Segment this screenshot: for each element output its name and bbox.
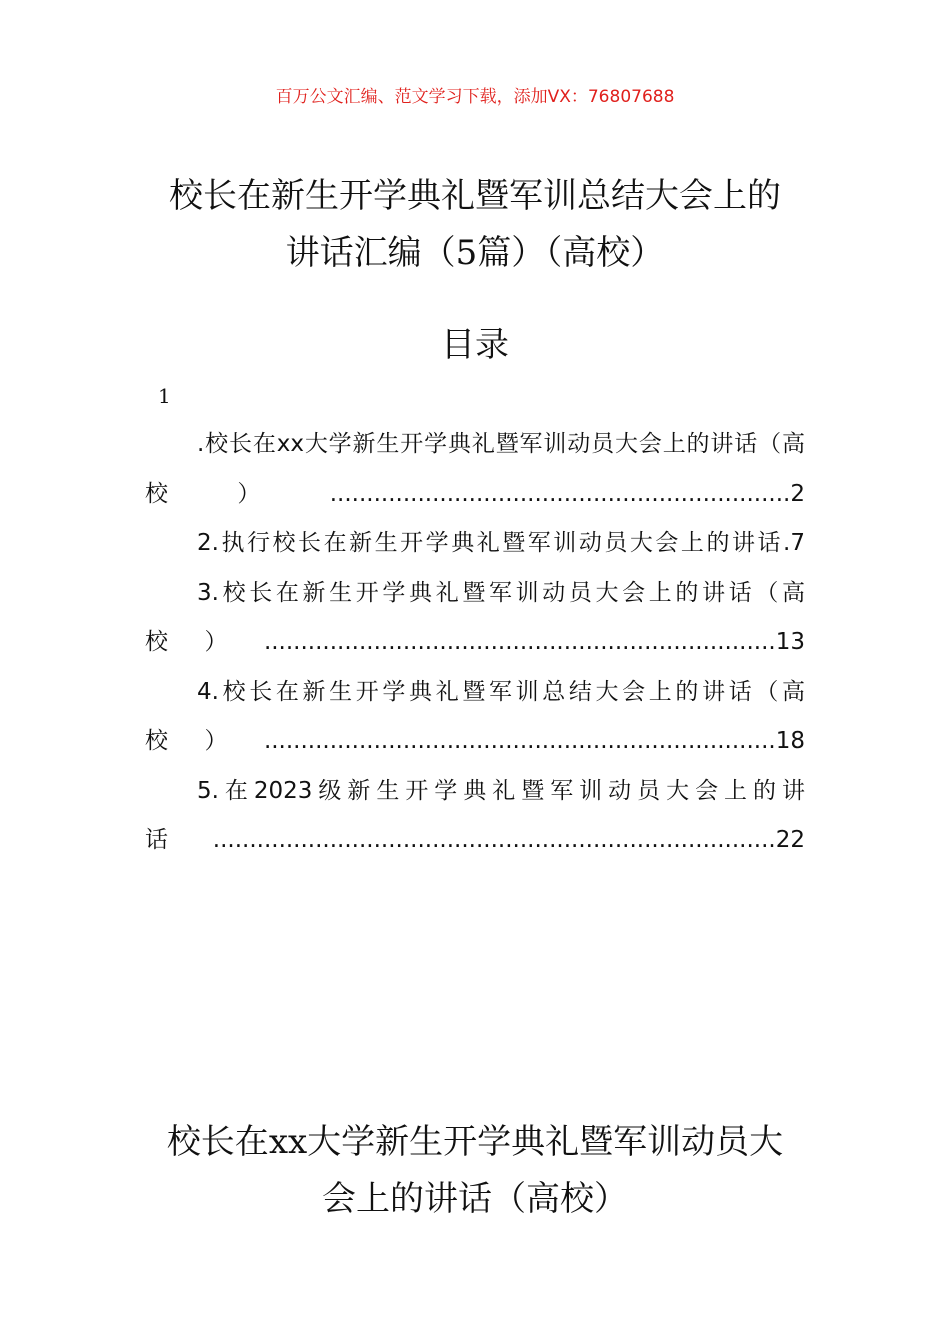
toc-entry-4-leader: ...................................................................... — [263, 728, 776, 754]
toc-entry-1-page: 2 — [790, 480, 805, 507]
section-title-line2: 会上的讲话（高校） — [322, 1179, 628, 1219]
toc-entry-3-page: 13 — [775, 629, 805, 655]
toc-entry-5-text: 5.在2023级新生开学典礼暨军训动员大会上的讲话 — [145, 777, 805, 853]
document-title-line2-number: 5 — [455, 233, 478, 273]
document-title-line2-suffix: 篇）（高校） — [477, 233, 665, 273]
document-title — [120, 168, 830, 282]
document-title-line1: 校长在新生开学典礼暨军训总结大会上的 — [169, 176, 781, 216]
toc-entry-4-page: 18 — [775, 728, 805, 754]
table-of-contents — [145, 420, 805, 866]
toc-entry-5-page: 22 — [775, 827, 805, 853]
toc-entry-4-text: 4.校长在新生开学典礼暨军训总结大会上的讲话（高校） — [145, 678, 805, 754]
section-title-suffix: 大学新生开学典礼暨军训动员大 — [307, 1122, 784, 1162]
toc-entry-1[interactable] — [145, 420, 805, 519]
watermark-header: 百万公文汇编、范文学习下载，添加VX：76807688 — [275, 87, 675, 107]
toc-entry-4[interactable] — [145, 668, 805, 767]
toc-entry-2-text: 2.执行校长在新生开学典礼暨军训动员大会上的讲话 — [197, 530, 784, 556]
toc-list-marker: 1 — [158, 384, 171, 408]
toc-entry-2-page: 7 — [790, 530, 805, 556]
toc-heading: 目录 — [441, 325, 509, 365]
section-title-prefix: 校长在 — [166, 1122, 269, 1162]
toc-entry-3[interactable] — [145, 569, 805, 668]
toc-entry-1-text: .校长在xx大学新生开学典礼暨军训动员大会上的讲话（高校） — [145, 431, 805, 507]
toc-entry-5-leader: ............................................................................. — [212, 827, 776, 853]
section-title — [120, 1114, 830, 1228]
toc-entry-3-leader: ...................................................................... — [263, 629, 776, 655]
toc-entry-3-text: 3.校长在新生开学典礼暨军训动员大会上的讲话（高校） — [145, 579, 805, 655]
section-title-xx: xx — [268, 1122, 308, 1162]
toc-entry-2-leader: . — [783, 530, 791, 556]
document-title-line2-prefix: 讲话汇编（ — [285, 233, 456, 273]
toc-entry-2[interactable] — [145, 519, 805, 569]
toc-entry-1-leader: ............................................................... — [329, 480, 791, 507]
toc-entry-5[interactable] — [145, 767, 805, 866]
